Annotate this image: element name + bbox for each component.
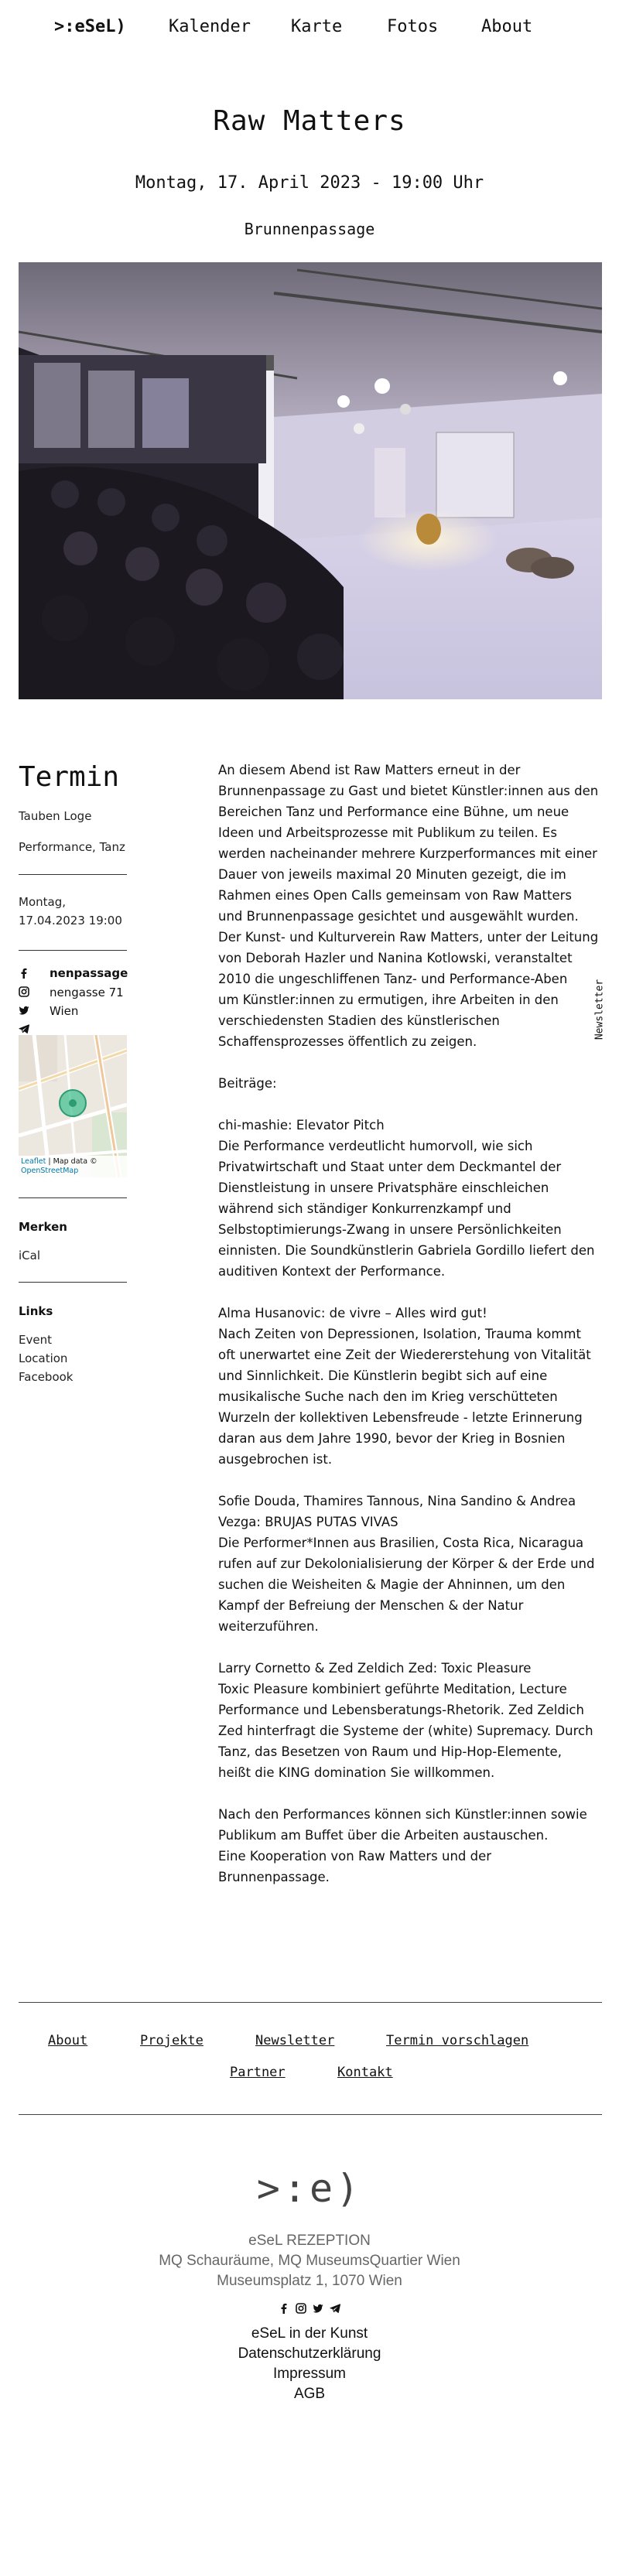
footer-org: eSeL REZEPTION [248, 2233, 371, 2249]
footer-link-impressum[interactable]: Impressum [273, 2366, 346, 2382]
nav-fotos[interactable]: Fotos [387, 17, 439, 36]
footer-divider-top [19, 2002, 602, 2003]
footer-link-datenschutz[interactable]: Datenschutzerklärung [238, 2345, 381, 2362]
ical-link[interactable]: iCal [19, 1249, 41, 1262]
leaflet-link[interactable]: Leaflet [21, 1157, 46, 1166]
address-street: nengasse 71 [50, 986, 124, 999]
date-weekday: Montag, [19, 895, 66, 909]
address-city: Wien [50, 1004, 79, 1018]
divider [19, 1197, 127, 1198]
nav-about[interactable]: About [481, 17, 533, 36]
facebook-icon[interactable] [19, 968, 29, 979]
date-full: 17.04.2023 19:00 [19, 914, 122, 928]
divider [19, 874, 127, 875]
twitter-icon[interactable] [313, 2302, 323, 2317]
nav-kalender[interactable]: Kalender [169, 17, 251, 36]
location-map[interactable] [19, 1035, 127, 1177]
footer-link-projekte[interactable]: Projekte [140, 2033, 203, 2048]
link-event[interactable]: Event [19, 1333, 52, 1347]
merken-heading: Merken [19, 1220, 67, 1234]
footer-link-agb[interactable]: AGB [293, 2386, 326, 2402]
instagram-icon[interactable] [296, 2302, 306, 2317]
footer-link-about[interactable]: About [48, 2033, 88, 2048]
links-heading: Links [19, 1304, 53, 1318]
openstreetmap-link[interactable]: OpenStreetMap [21, 1167, 79, 1175]
newsletter-tab[interactable] [588, 967, 611, 1052]
footer-social [279, 2302, 340, 2315]
address-name: nenpassage [50, 966, 128, 980]
footer-link-kontakt[interactable]: Kontakt [337, 2065, 393, 2080]
twitter-icon[interactable] [19, 1005, 29, 1016]
footer-link-esel-in-der-kunst[interactable]: eSeL in der Kunst [251, 2325, 368, 2342]
instagram-icon[interactable] [19, 986, 29, 997]
footer-link-partner[interactable]: Partner [230, 2065, 286, 2080]
footer-divider-bottom [19, 2114, 602, 2115]
link-facebook[interactable]: Facebook [19, 1370, 74, 1384]
footer-address: Museumsplatz 1, 1070 Wien [217, 2273, 402, 2289]
site-logo-link[interactable]: >:eSeL) [54, 17, 126, 36]
link-location[interactable]: Location [19, 1351, 68, 1365]
footer-logo[interactable]: >:e) [256, 2166, 363, 2211]
event-description: An diesem Abend ist Raw Matters erneut in der Brunnenpassage zu Gast und bietet Künstler:innen aus den Bereichen Tanz und Performance eine Bühne, um neue Ideen und Arbeitsprozesse mit Publikum zu teilen. Es werden nacheinander mehrere Kurzperformances mit einer Dauer von jeweils maximal 20 Minuten gezeigt, die im Rahmen eines Open Calls gemeinsam von Raw Matters und Brunnenpassage gesichtet und ausgewählt wurden. Der Kunst- und Kulturverein Raw Matters, unter der Leitung von Deborah Hazler und Nanina Kotlowski, veranstaltet 2010 die ungeschliffenen Tanz- und Performance-Aben um Künstler:innen zu ermutigen, ihre Arbeiten in den verschiedensten Stadien des künstlerischen Schaffensprozesses öffentlich zu zeigen. Beiträge: chi-mashie: Elevator Pitch Die Performance verdeutlicht humorvoll, wie sich Privatwirtschaft und Staat unter dem Deckmantel der Dienstleistung in unsere Privatsphäre einschleichen während sich ständiger Konkurrenzkampf und Selbstoptimierungs-Zwang in unsere Persönlichkeiten einnisten. Die Soundkünstlerin Gabriela Gordillo liefert den auditiven Kontext der Performance. Alma Husanovic: de vivre – Alles wird gut! Nach Zeiten von Depressionen, Isolation, Trauma kommt oft unerwartet eine Zeit der Wiedererstehung von Vitalität und Sinnlichkeit. Die Künstlerin begibt sich auf eine musikalische Suche nach den im Krieg verschütteten Wurzeln der kollektiven Lebensfreude - letzte Erinnerung daran aus dem Jahre 1990, bevor der Krieg in Bosnien ausgebrochen ist. Sofie Douda, Thamires Tannous, Nina Sandino & Andrea Vezga: BRUJAS PUTAS VIVAS Die Performer*Innen aus Brasilien, Costa Rica, Nicaragua rufen auf zur Dekolonialisierung der Körper & der Erde und suchen die Weisheiten & Magie der Ahninnen, um den Kampf der Befreiung der Menschen & der Natur weiterzuführen. Larry Cornetto & Zed Zeldich Zed: Toxic Pleasure Toxic Pleasure kombiniert geführte Meditation, Lecture Performance und Lebensberatungs-Rhetorik. Zed Zeldich Zed hinterfragt die Systeme der (white) Supremacy. Durch Tanz, das Besetzen von Raum und Hip-Hop-Elemente, heißt die KING domination Sie willkommen. Nach den Performances können sich Künstler:innen sowie Publikum am Buffet über die Arbeiten austauschen. Eine Kooperation von Raw Matters und der Brunnenpassage. [218, 763, 599, 1884]
divider [19, 1282, 127, 1283]
event-title: Raw Matters [213, 105, 406, 137]
tag-tauben-loge[interactable]: Tauben Loge [19, 809, 92, 823]
telegram-icon[interactable] [19, 1023, 29, 1034]
map-attribution-text: | Map data © [46, 1157, 97, 1166]
tag-performance-tanz[interactable]: Performance, Tanz [19, 840, 125, 854]
telegram-icon[interactable] [330, 2302, 340, 2317]
event-venue: Brunnenpassage [244, 220, 375, 238]
event-datetime: Montag, 17. April 2023 - 19:00 Uhr [135, 173, 484, 193]
footer-link-newsletter[interactable]: Newsletter [255, 2033, 335, 2048]
footer-link-termin-vorschlagen[interactable]: Termin vorschlagen [386, 2033, 529, 2048]
sidebar-heading: Termin [19, 761, 120, 793]
event-photo [19, 262, 602, 699]
map-attribution [19, 1156, 127, 1177]
event-photo-illustration [19, 262, 602, 699]
footer-location: MQ Schauräume, MQ MuseumsQuartier Wien [159, 2253, 460, 2269]
newsletter-tab-label: Newsletter [593, 979, 606, 1040]
facebook-icon[interactable] [279, 2302, 289, 2317]
nav-karte[interactable]: Karte [291, 17, 343, 36]
divider [19, 950, 127, 951]
